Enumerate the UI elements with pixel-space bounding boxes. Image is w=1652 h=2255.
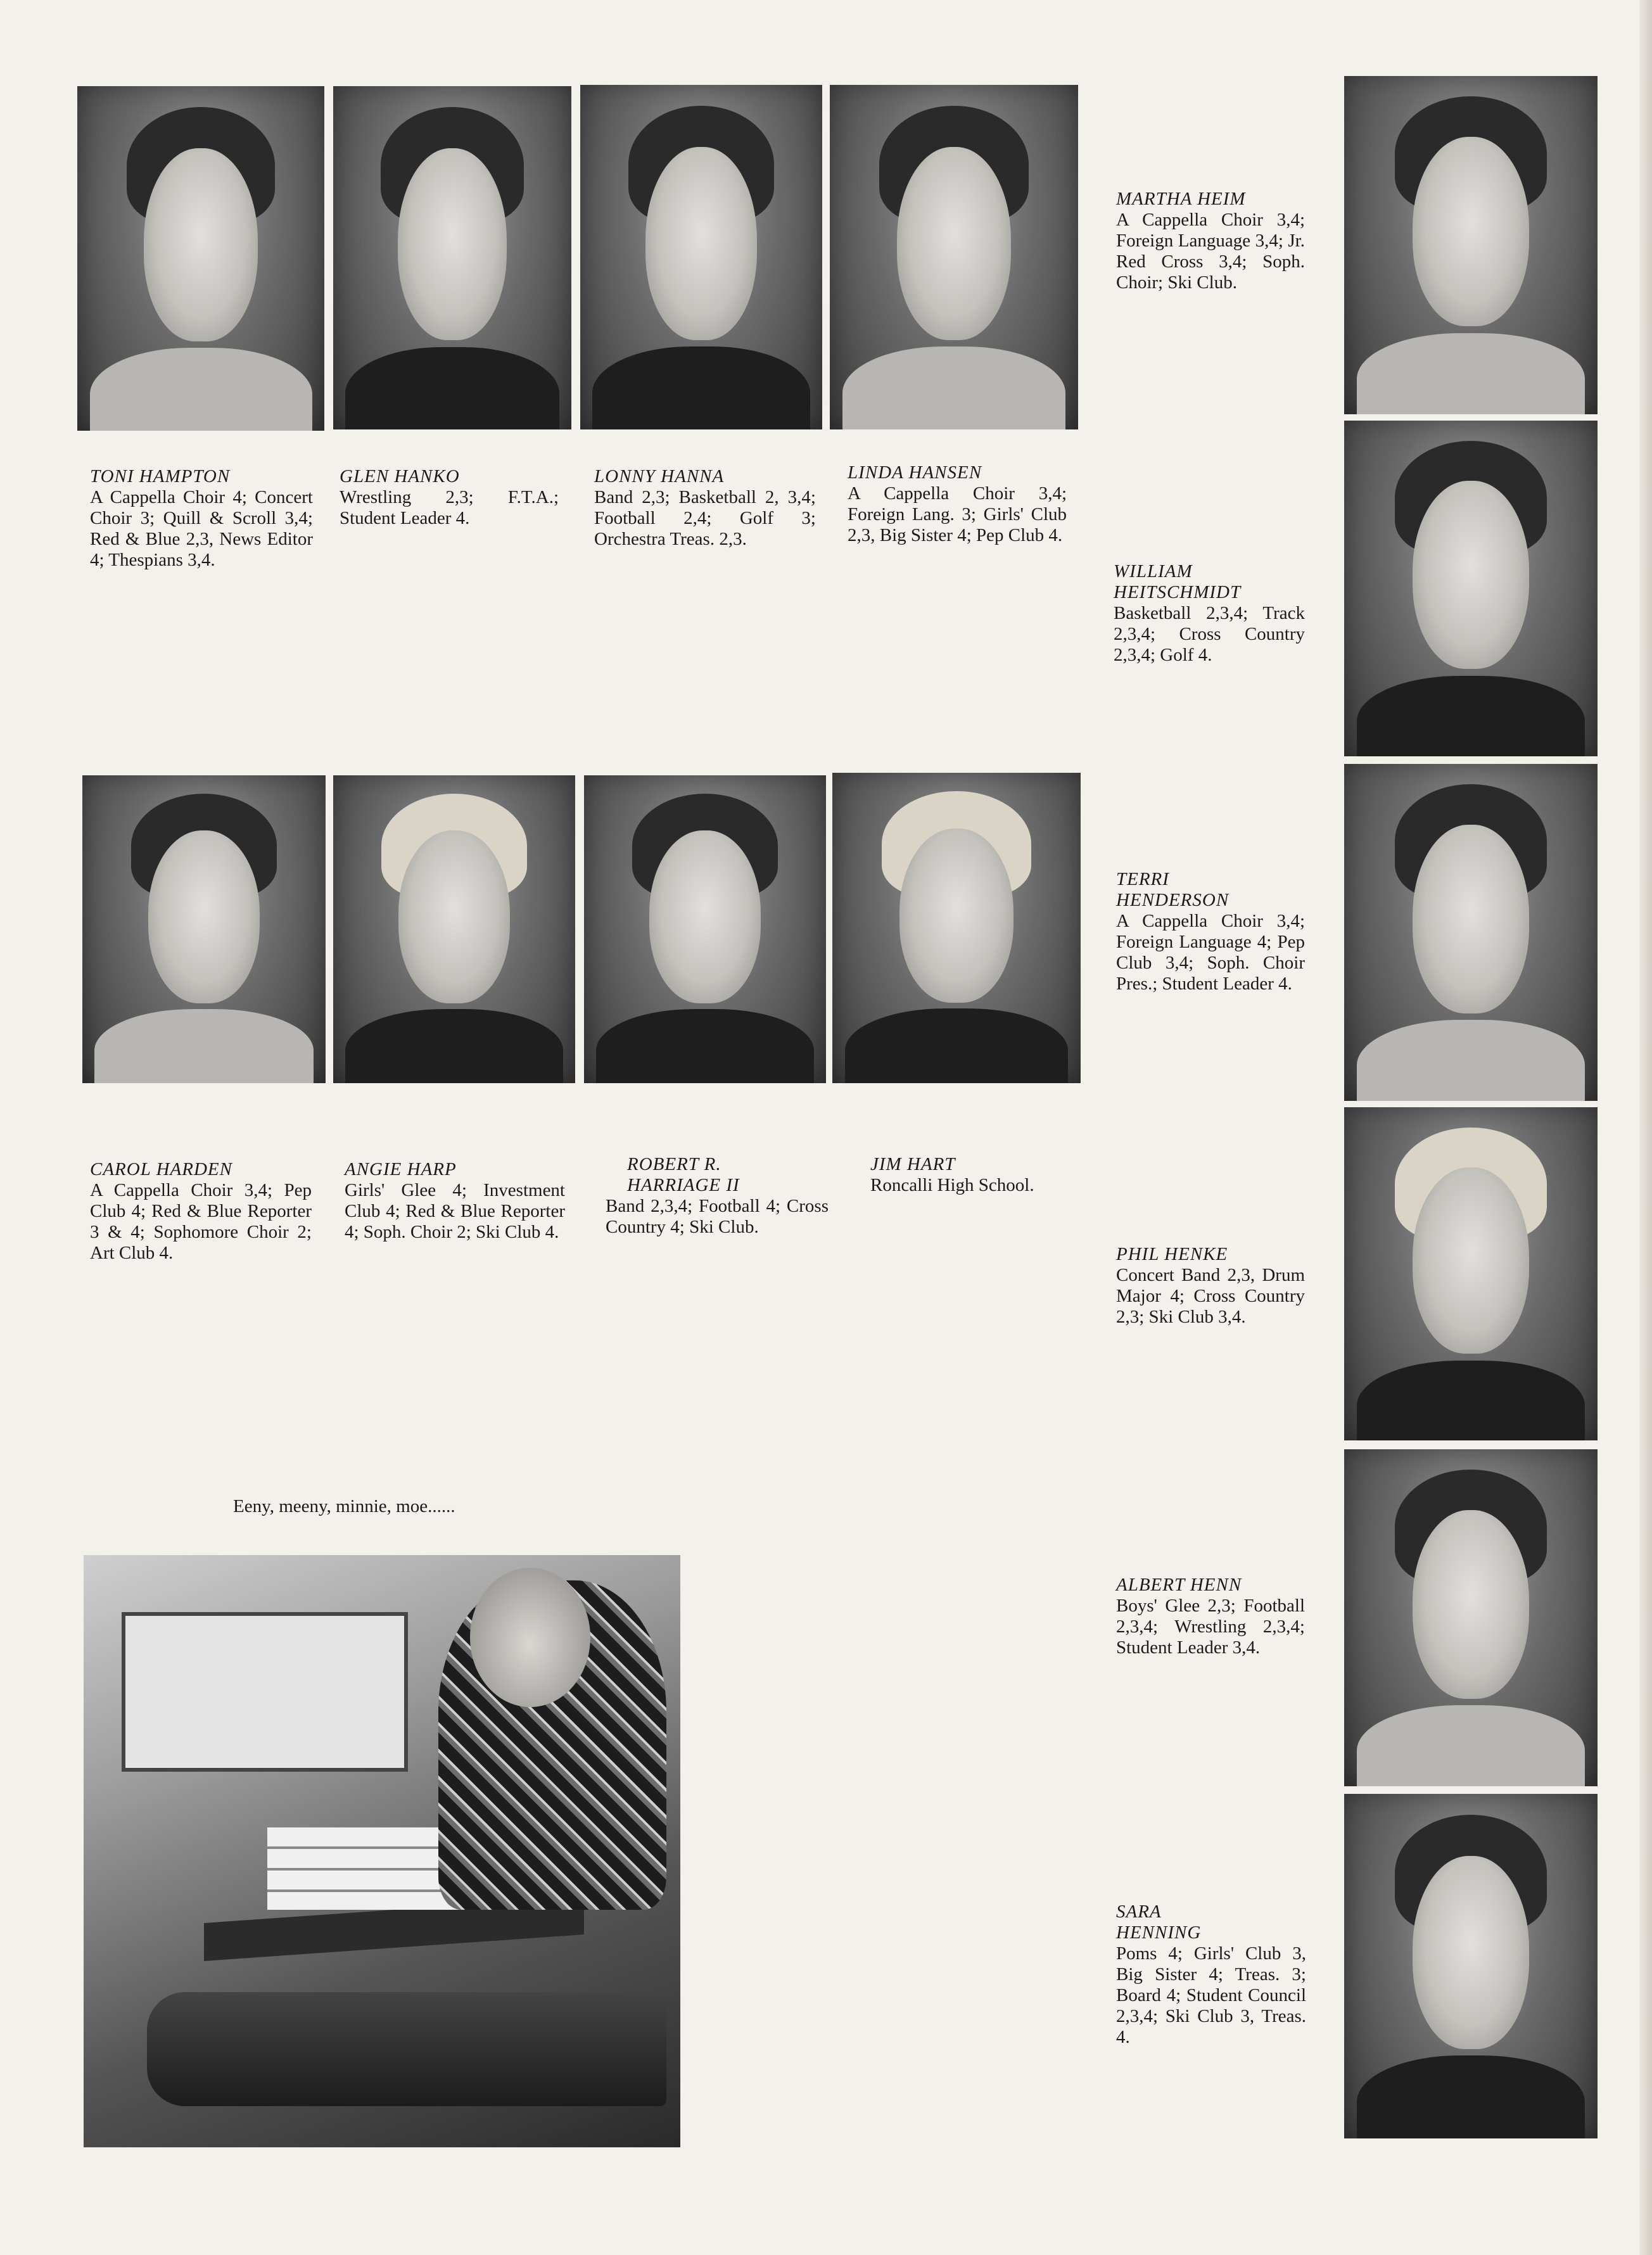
portrait-jim-hart	[832, 773, 1081, 1083]
student-bio: Band 2,3; Basketball 2, 3,4; Football 2,4; Golf 3; Orchestra Treas. 2,3.	[594, 487, 816, 549]
student-name: MARTHA HEIM	[1116, 189, 1246, 209]
portrait-albert-henn	[1344, 1449, 1598, 1786]
caption-william-heitschmidt	[1114, 561, 1305, 666]
portrait-william-heitschmidt	[1344, 421, 1598, 756]
portrait-martha-heim	[1344, 76, 1598, 414]
portrait-phil-henke	[1344, 1107, 1598, 1440]
caption-martha-heim	[1116, 189, 1305, 293]
caption-linda-hansen	[848, 462, 1067, 546]
portrait-lonny-hanna	[580, 85, 822, 429]
student-name: WILLIAM HEITSCHMIDT	[1114, 561, 1242, 602]
student-name: LONNY HANNA	[594, 466, 725, 486]
candid-classroom-photo	[84, 1555, 680, 2147]
student-name: CAROL HARDEN	[90, 1159, 232, 1179]
student-bio: A Cappella Choir 3,4; Pep Club 4; Red & Blue Reporter 3 & 4; Sophomore Choir 2; Art Club 4.	[90, 1180, 312, 1263]
student-name: PHIL HENKE	[1116, 1244, 1228, 1264]
page-edge	[1639, 0, 1652, 2255]
student-name: GLEN HANKO	[340, 466, 460, 486]
caption-carol-harden	[90, 1159, 312, 1264]
portrait-terri-henderson	[1344, 764, 1598, 1101]
student-bio: A Cappella Choir 3,4; Foreign Lang. 3; Girls' Club 2,3, Big Sister 4; Pep Club 4.	[848, 483, 1067, 545]
portrait-robert-harriage	[584, 775, 826, 1083]
student-bio: A Cappella Choir 3,4; Foreign Language 3,4; Jr. Red Cross 3,4; Soph. Choir; Ski Club.	[1116, 210, 1305, 293]
portrait-linda-hansen	[830, 85, 1078, 429]
student-bio: Wrestling 2,3; F.T.A.; Student Leader 4.	[340, 487, 559, 528]
portrait-sara-henning	[1344, 1794, 1598, 2138]
student-name: ANGIE HARP	[345, 1159, 457, 1179]
student-name: JIM HART	[870, 1154, 956, 1174]
student-name: LINDA HANSEN	[848, 462, 982, 483]
caption-terri-henderson	[1116, 869, 1305, 994]
caption-lonny-hanna	[594, 466, 816, 550]
portrait-toni-hampton	[77, 86, 324, 431]
student-bio: A Cappella Choir 4; Concert Choir 3; Quill & Scroll 3,4; Red & Blue 2,3, News Editor 4; Thespians 3,4.	[90, 487, 313, 570]
caption-albert-henn	[1116, 1575, 1305, 1658]
caption-phil-henke	[1116, 1244, 1305, 1328]
student-bio: Girls' Glee 4; Investment Club 4; Red & Blue Reporter 4; Soph. Choir 2; Ski Club 4.	[345, 1180, 565, 1242]
caption-robert-harriage	[606, 1154, 829, 1238]
student-bio: Concert Band 2,3, Drum Major 4; Cross Country 2,3; Ski Club 3,4.	[1116, 1265, 1305, 1327]
student-name: ALBERT HENN	[1116, 1575, 1242, 1595]
student-name: TERRI HENDERSON	[1116, 869, 1229, 910]
caption-sara-henning	[1116, 1902, 1306, 2048]
student-bio: Roncalli High School.	[870, 1175, 1034, 1195]
caption-glen-hanko	[340, 466, 559, 529]
portrait-carol-harden	[82, 775, 326, 1083]
caption-jim-hart	[870, 1154, 1079, 1196]
caption-toni-hampton	[90, 466, 313, 571]
portrait-glen-hanko	[333, 86, 571, 429]
student-name: TONI HAMPTON	[90, 466, 231, 486]
portrait-angie-harp	[333, 775, 575, 1083]
student-bio: A Cappella Choir 3,4; Foreign Language 4; Pep Club 3,4; Soph. Choir Pres.; Student Leader 4.	[1116, 911, 1305, 994]
student-name: SARA HENNING	[1116, 1902, 1202, 1943]
student-name: ROBERT R. HARRIAGE II	[627, 1154, 740, 1195]
student-bio: Boys' Glee 2,3; Football 2,3,4; Wrestling 2,3,4; Student Leader 3,4.	[1116, 1596, 1305, 1658]
student-bio: Band 2,3,4; Football 4; Cross Country 4; Ski Club.	[606, 1196, 829, 1237]
caption-angie-harp	[345, 1159, 565, 1243]
candid-photo-caption: Eeny, meeny, minnie, moe......	[233, 1496, 455, 1516]
student-bio: Poms 4; Girls' Club 3, Big Sister 4; Treas. 3; Board 4; Student Council 2,3,4; Ski Club 3, Treas. 4.	[1116, 1943, 1306, 2047]
student-bio: Basketball 2,3,4; Track 2,3,4; Cross Country 2,3,4; Golf 4.	[1114, 603, 1305, 665]
